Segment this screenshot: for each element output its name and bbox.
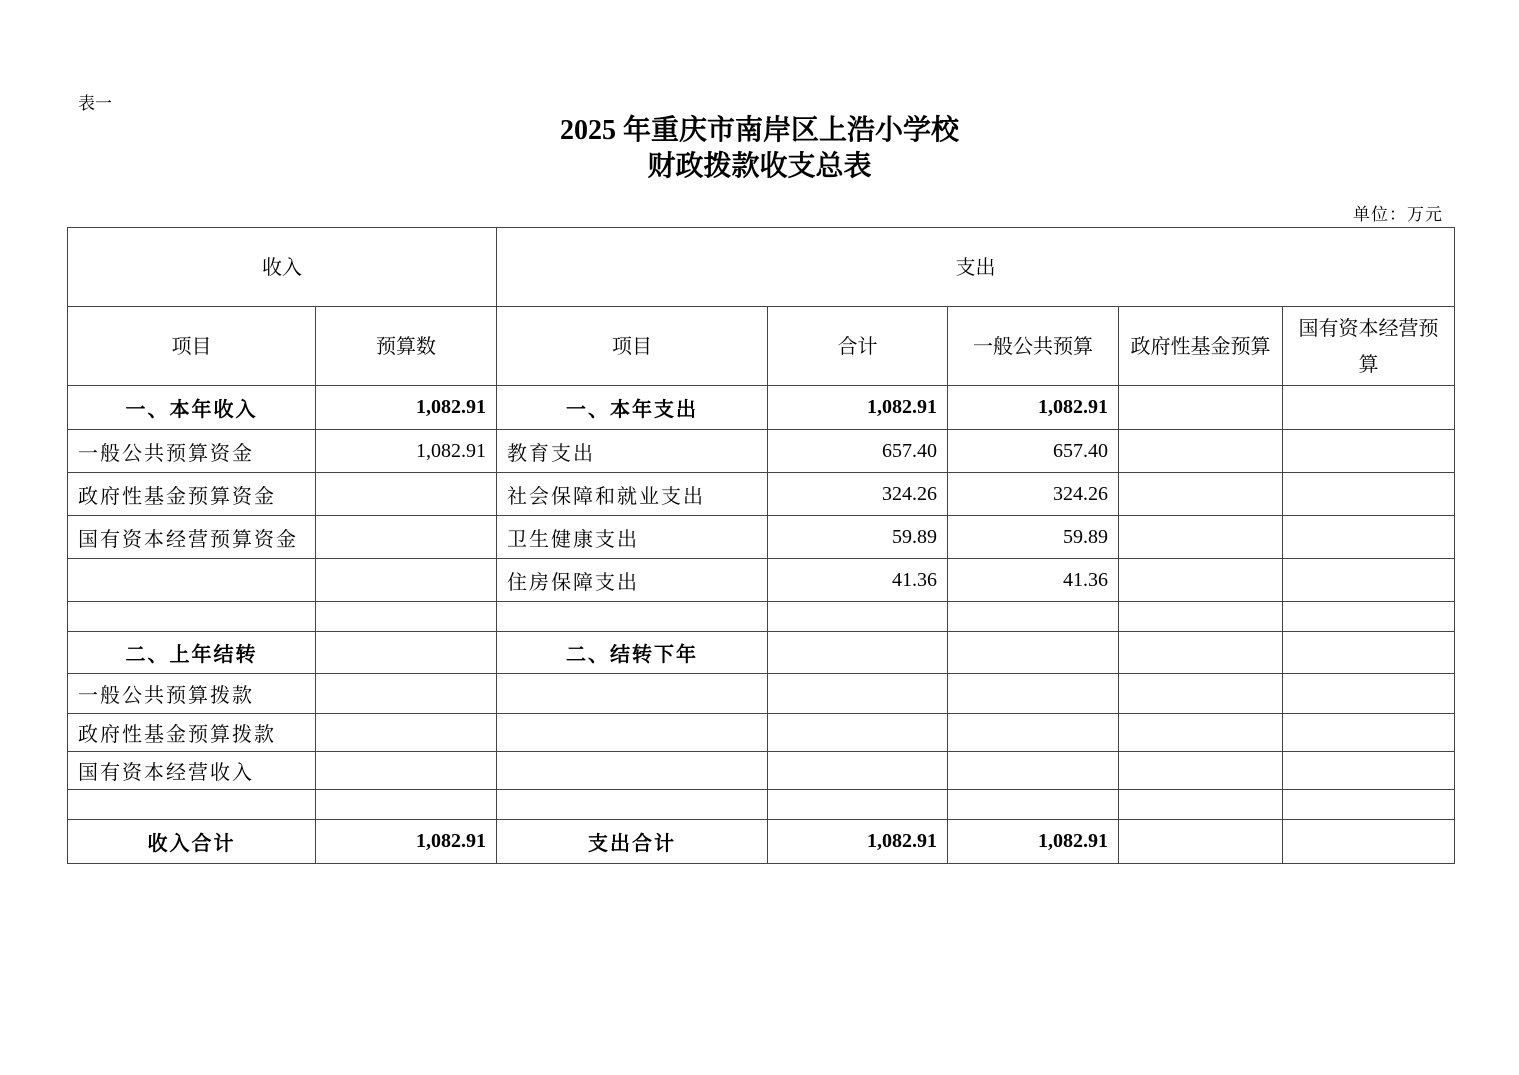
capital-value-cell [1283,430,1455,473]
table-row [68,516,1455,559]
income-item-cell: 一般公共预算资金 [68,430,316,473]
state-capital-header: 国有资本经营预算 [1283,307,1455,386]
general-public-header: 一般公共预算 [948,307,1119,386]
total-value-cell: 41.36 [768,559,948,602]
fund-value-cell [1119,674,1283,714]
capital-value-cell [1283,559,1455,602]
income-item-cell: 政府性基金预算资金 [68,473,316,516]
expense-item-cell [497,752,768,790]
fund-value-cell [1119,473,1283,516]
income-value-cell [316,516,497,559]
total-value-cell [768,714,948,752]
fund-value-cell [1119,790,1283,820]
table-label: 表一 [78,94,112,114]
general-value-cell: 657.40 [948,430,1119,473]
table-row [68,632,1455,674]
fund-value-cell [1119,820,1283,864]
total-value-cell: 1,082.91 [768,386,948,430]
total-value-cell [768,632,948,674]
fund-value-cell [1119,430,1283,473]
fund-value-cell [1119,632,1283,674]
income-item-cell: 一、本年收入 [68,386,316,430]
table-row [68,430,1455,473]
income-value-cell [316,559,497,602]
general-value-cell [948,714,1119,752]
expense-item-cell [497,714,768,752]
capital-value-cell [1283,714,1455,752]
expense-item-cell: 支出合计 [497,820,768,864]
table-row [68,790,1455,820]
expense-item-cell [497,674,768,714]
table-row [68,820,1455,864]
total-value-cell: 59.89 [768,516,948,559]
expense-item-cell: 二、结转下年 [497,632,768,674]
expense-item-cell: 住房保障支出 [497,559,768,602]
unit-label: 单位：万元 [1353,205,1443,225]
fund-value-cell [1119,516,1283,559]
income-item-cell: 国有资本经营收入 [68,752,316,790]
total-value-cell [768,602,948,632]
capital-value-cell [1283,674,1455,714]
table-row [68,473,1455,516]
income-value-cell: 1,082.91 [316,386,497,430]
general-value-cell [948,674,1119,714]
capital-value-cell [1283,752,1455,790]
income-header: 收入 [68,228,497,307]
expense-item-cell: 社会保障和就业支出 [497,473,768,516]
capital-value-cell [1283,790,1455,820]
capital-value-cell [1283,516,1455,559]
table-row [68,386,1455,430]
general-value-cell [948,632,1119,674]
table-row [68,752,1455,790]
capital-value-cell [1283,632,1455,674]
income-item-cell: 收入合计 [68,820,316,864]
table-row [68,714,1455,752]
general-value-cell: 59.89 [948,516,1119,559]
expense-item-cell [497,602,768,632]
income-value-cell: 1,082.91 [316,430,497,473]
general-value-cell: 1,082.91 [948,386,1119,430]
total-header: 合计 [768,307,948,386]
expense-item-cell: 教育支出 [497,430,768,473]
general-value-cell: 1,082.91 [948,820,1119,864]
table-row [68,559,1455,602]
income-item-cell: 国有资本经营预算资金 [68,516,316,559]
income-item-cell [68,602,316,632]
expense-header: 支出 [497,228,1455,307]
income-value-cell: 1,082.91 [316,820,497,864]
expense-item-cell [497,790,768,820]
fund-value-cell [1119,752,1283,790]
general-value-cell [948,602,1119,632]
income-item-header: 项目 [68,307,316,386]
expense-item-cell: 一、本年支出 [497,386,768,430]
income-value-cell [316,632,497,674]
fund-value-cell [1119,714,1283,752]
general-value-cell [948,790,1119,820]
table-row [68,602,1455,632]
page-title: 2025 年重庆市南岸区上浩小学校 [559,115,959,146]
income-item-cell [68,559,316,602]
total-value-cell [768,752,948,790]
income-value-cell [316,790,497,820]
income-item-cell: 二、上年结转 [68,632,316,674]
general-value-cell: 324.26 [948,473,1119,516]
capital-value-cell [1283,473,1455,516]
gov-fund-header: 政府性基金预算 [1119,307,1283,386]
general-value-cell: 41.36 [948,559,1119,602]
fund-value-cell [1119,559,1283,602]
income-budget-header: 预算数 [316,307,497,386]
capital-value-cell [1283,386,1455,430]
fund-value-cell [1119,602,1283,632]
capital-value-cell [1283,602,1455,632]
table-row [68,674,1455,714]
income-value-cell [316,752,497,790]
income-item-cell [68,790,316,820]
total-value-cell [768,790,948,820]
income-value-cell [316,473,497,516]
total-value-cell [768,674,948,714]
expense-item-header: 项目 [497,307,768,386]
budget-table [67,227,1455,864]
capital-value-cell [1283,820,1455,864]
income-value-cell [316,602,497,632]
income-item-cell: 一般公共预算拨款 [68,674,316,714]
page-subtitle: 财政拨款收支总表 [647,151,872,182]
general-value-cell [948,752,1119,790]
income-value-cell [316,674,497,714]
income-item-cell: 政府性基金预算拨款 [68,714,316,752]
total-value-cell: 657.40 [768,430,948,473]
expense-item-cell: 卫生健康支出 [497,516,768,559]
income-value-cell [316,714,497,752]
total-value-cell: 324.26 [768,473,948,516]
fund-value-cell [1119,386,1283,430]
total-value-cell: 1,082.91 [768,820,948,864]
